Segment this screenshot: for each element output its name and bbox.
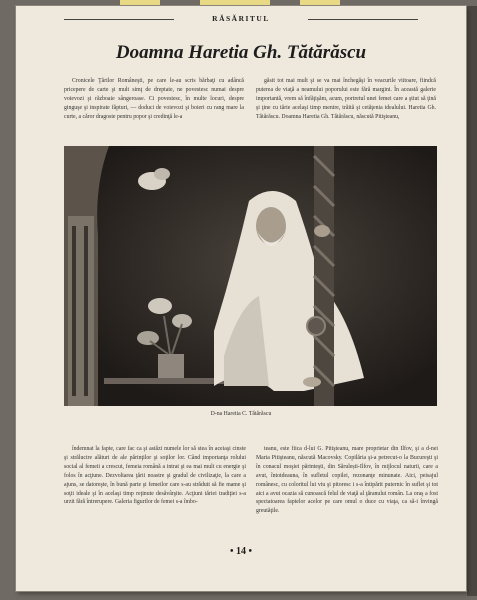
page-number: • 14 •	[229, 546, 252, 557]
book-edge	[467, 6, 477, 596]
magazine-page	[16, 6, 466, 591]
photo-caption: D-na Haretia C. Tătărăscu	[210, 411, 272, 417]
text-column-bottom-right: teanu, este fiica d-lui G. Pitişteanu, mare proprietar din Ilfov, şi a d-nei Maria Pitişteanu, născută Macovsky. Copilăria şi-a petrecut-o la Bucureşti şi în conacul moşiei părinteşti, din Sărulești-Ilfov, în mijlocul naturii, care a avut, întotdeauna, în sufletul copilei, rezonanţe minunate. Aici, peisajul românesc, cu coloritul lui viu şi pitoresc i s-a întipărit puternic în suflet şi tot aici a avut ocazia să cunoască felul de viaţă al ţăranului român. La oraş a fost spectatoarea faptelor acelor pe care omul o duce cu viaţa, ca să-i învingă greutăţile.	[256, 446, 438, 515]
portrait-photo	[64, 146, 437, 406]
text-column-top-right: găsit tot mai mult şi se va mai închegăşi în veacurile viitoare, fiindcă puterea de viaţă a neamului poporului este fără margini. În această galerie importantă, vrem să înfăţişăm, acum, portretul unei femei care a ştiut să ţină şi ţine cu tărie acelaşi timp menire, trăită şi cetăţenia idealului. Haretia Gh. Tătărăscu. Doamna Haretia Gh. Tătărăscu, născută Pitişteanu,	[256, 78, 436, 120]
text-column-top-left: Cronicele Ţărilor Româneşti, pe care le-au scris bărbaţi cu adâncă pricepere de carte şi mult simţ de dreptate, ne povestesc numai despre voievozi şi războaie sângeroase. Ci povestesc, în multe locuri, despre ginguşe şi inspirate făpturi, — doduci de voievozi şi boieri cu rang mare la curte, a căror dragoste pentru popor şi credinţă le-a	[64, 78, 244, 120]
portrait-illustration	[64, 146, 437, 406]
article-title: Doamna Haretia Gh. Tătărăscu	[115, 42, 367, 63]
journal-name: RĂSĂRITUL	[212, 14, 270, 23]
text-column-bottom-left: îndemnat la fapte, care fac ca şi astăzi numele lor să stea în aceiaşi cinste şi strălucire alături de ale părinţilor şi soţilor lor. Când importanţa rolului social al femeii a crescut, femeia română a intrat şi ea mai mult cu energie şi folos în acţiune. Dezvoltarea ţării noastre şi gradul de civilizaţie, la care a ajuns, se datoreşte, în bună parte şi femeilor care s-au străduit să fie mame şi soţii ideale şi în acelaşi timp reţinute desăvârşite. Acţiuni tăriei tradiţiei s-a urzit fără întrerupere. Galeria figurilor de femei s-a îmbo-	[64, 446, 246, 506]
running-header	[64, 14, 418, 24]
header-rule	[308, 19, 418, 20]
